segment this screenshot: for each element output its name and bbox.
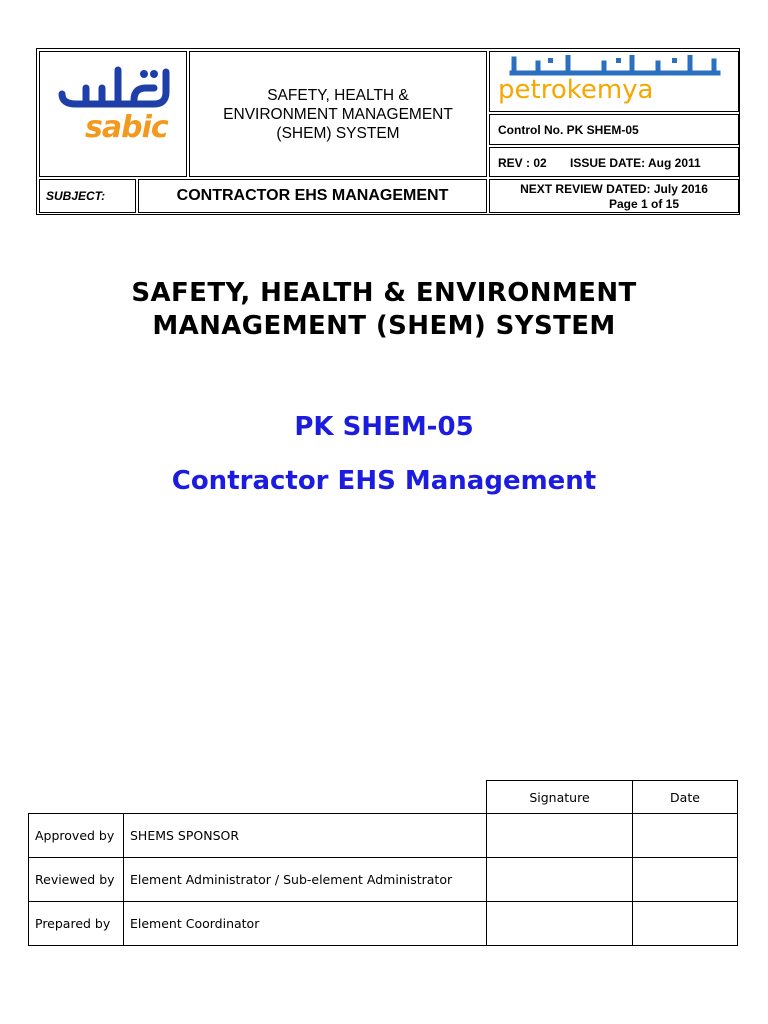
table-row-name: SHEMS SPONSOR xyxy=(123,813,487,858)
document-title xyxy=(0,277,768,343)
table-row-role: Prepared by xyxy=(28,901,124,946)
page-number: Page 1 of 15 xyxy=(608,197,680,211)
document-code: PK SHEM-05 xyxy=(294,412,474,442)
signature-field[interactable] xyxy=(486,813,633,858)
system-title-line: (SHEM) SYSTEM xyxy=(276,125,400,142)
subject-value: CONTRACTOR EHS MANAGEMENT xyxy=(176,187,449,204)
table-row-role: Approved by xyxy=(28,813,124,858)
petrokemya-arabic-logo-icon xyxy=(508,55,724,77)
system-title-line: SAFETY, HEALTH & xyxy=(267,87,409,104)
system-title-line: ENVIRONMENT MANAGEMENT xyxy=(223,106,453,123)
date-field[interactable] xyxy=(632,857,738,902)
approval-table xyxy=(28,780,738,946)
sabic-logo xyxy=(39,51,187,177)
document-header xyxy=(36,48,740,215)
system-title xyxy=(190,86,486,143)
system-title-cell xyxy=(189,51,487,177)
date-field[interactable] xyxy=(632,901,738,946)
sabic-english-wordmark: sabic xyxy=(85,110,168,145)
subject-label: SUBJECT: xyxy=(46,189,106,203)
signature-header: Signature xyxy=(486,780,633,814)
petrokemya-logo xyxy=(489,51,739,112)
date-header: Date xyxy=(632,780,738,814)
date-field[interactable] xyxy=(632,813,738,858)
table-row-name: Element Coordinator xyxy=(123,901,487,946)
next-review-cell xyxy=(489,179,739,213)
signature-field[interactable] xyxy=(486,857,633,902)
control-number-cell xyxy=(489,114,739,145)
sabic-arabic-logo-icon xyxy=(56,64,174,110)
next-review-date: NEXT REVIEW DATED: July 2016 xyxy=(520,182,708,196)
document-subtitle: Contractor EHS Management xyxy=(171,466,597,496)
table-row-name: Element Administrator / Sub-element Administrator xyxy=(123,857,487,902)
signature-field[interactable] xyxy=(486,901,633,946)
table-row-role: Reviewed by xyxy=(28,857,124,902)
subject-label-cell xyxy=(39,179,136,213)
subject-value-cell xyxy=(138,179,487,213)
petrokemya-english-wordmark: petrokemya xyxy=(498,75,654,105)
revision-cell xyxy=(489,147,739,177)
document-title-line: SAFETY, HEALTH & ENVIRONMENT xyxy=(131,278,637,308)
document-title-line: MANAGEMENT (SHEM) SYSTEM xyxy=(152,311,616,341)
revision-number: REV : 02 xyxy=(498,156,547,170)
control-number: Control No. PK SHEM-05 xyxy=(498,123,639,137)
issue-date: ISSUE DATE: Aug 2011 xyxy=(570,156,701,170)
